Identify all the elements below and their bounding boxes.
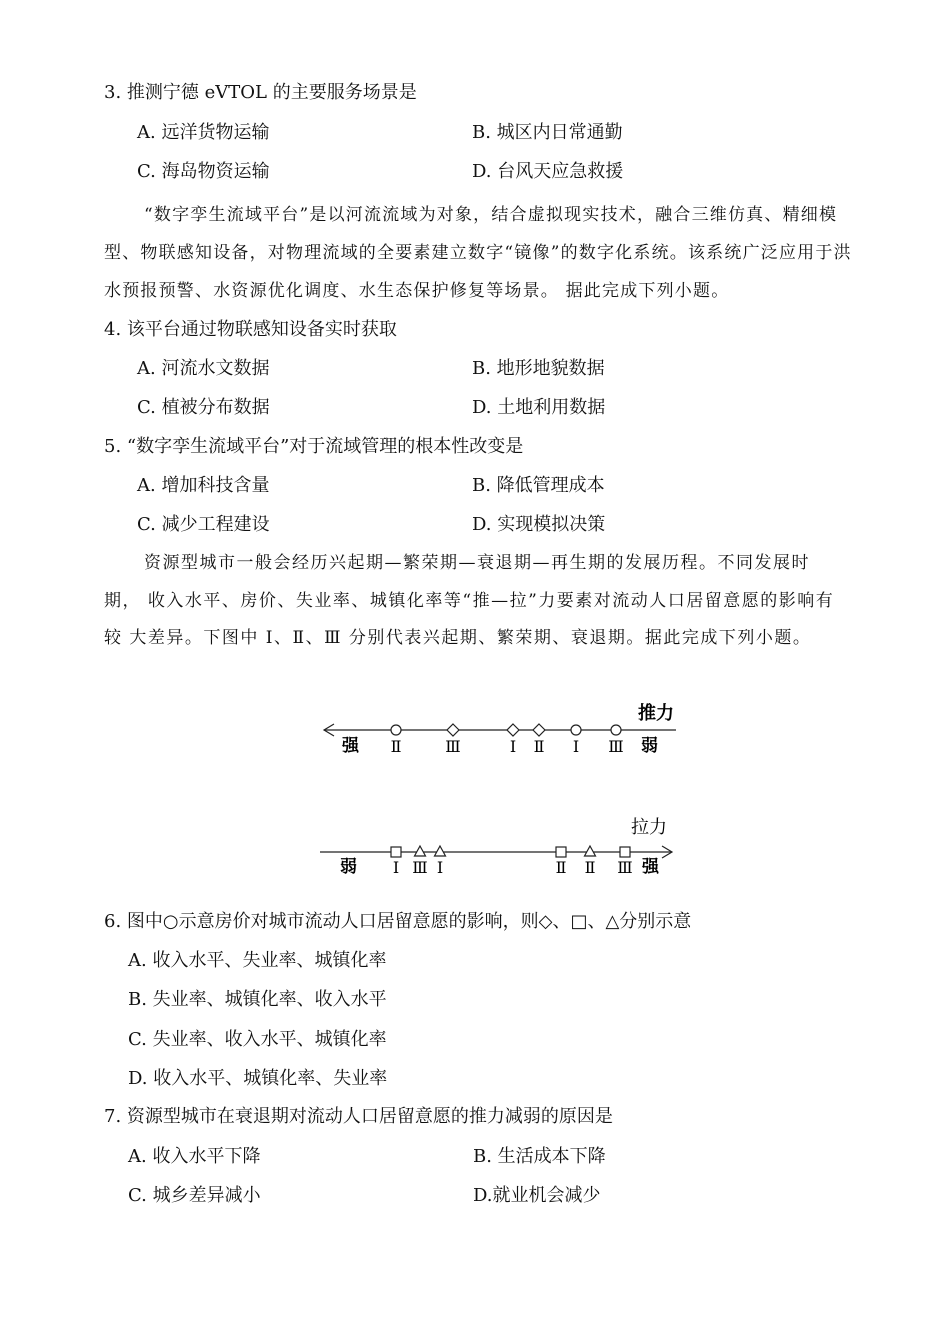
question-5-option-b[interactable]: B. 降低管理成本 [472, 475, 605, 496]
pull-markers [391, 846, 633, 877]
question-7-option-d[interactable]: D.就业机会减少 [473, 1185, 601, 1206]
push-marker-label-6: Ⅲ [608, 737, 624, 756]
push-marker-diamond-3 [507, 724, 519, 736]
question-3-option-d[interactable]: D. 台风天应急救援 [472, 161, 624, 182]
question-4-option-c[interactable]: C. 植被分布数据 [137, 397, 270, 418]
push-marker-label-1: Ⅱ [390, 737, 402, 756]
pull-marker-label-5: Ⅱ [584, 858, 596, 877]
push-marker-label-5: Ⅰ [572, 737, 580, 756]
question-7-option-a[interactable]: A. 收入水平下降 [128, 1146, 261, 1167]
push-marker-label-3: Ⅰ [509, 737, 517, 756]
pull-marker-label-1: Ⅰ [392, 858, 400, 877]
question-4-stem: 4. 该平台通过物联感知设备实时获取 [104, 319, 397, 340]
pull-marker-square-6 [620, 847, 630, 857]
push-axis-group [324, 702, 676, 756]
question-6-option-b[interactable]: B. 失业率、城镇化率、收入水平 [128, 989, 387, 1010]
question-7-stem: 7. 资源型城市在衰退期对流动人口居留意愿的推力减弱的原因是 [104, 1106, 613, 1127]
pull-right-label: 强 [642, 857, 659, 877]
pull-left-label: 弱 [340, 857, 357, 877]
question-6-option-d[interactable]: D. 收入水平、城镇化率、失业率 [128, 1068, 388, 1089]
push-markers [391, 724, 624, 756]
pull-title: 拉力 [631, 817, 667, 838]
question-3-option-a[interactable]: A. 远洋货物运输 [137, 122, 270, 143]
push-left-label: 强 [342, 736, 359, 756]
push-pull-figure [300, 695, 700, 885]
pull-marker-triangle-5 [585, 846, 596, 856]
passage-resource-city: 资源型城市一般会经历兴起期—繁荣期—衰退期—再生期的发展历程。不同发展时期， 收入水平、房价、失业率、城镇化率等“推—拉”力要素对流动人口居留意愿的影响有较 大差异。下图中 Ⅰ、Ⅱ、Ⅲ 分别代表兴起期、繁荣期、衰退期。据此完成下列小题。 [104, 553, 835, 648]
question-3-option-c[interactable]: C. 海岛物资运输 [137, 161, 270, 182]
passage-digital-twin: “数字孪生流域平台”是以河流流域为对象，结合虚拟现实技术，融合三维仿真、精细模型、物联感知设备，对物理流域的全要素建立数字“镜像”的数字化系统。该系统广泛应用于洪水预报预警、水资源优化调度、水生态保护修复等场景。 据此完成下列小题。 [104, 205, 852, 301]
pull-marker-label-6: Ⅲ [617, 858, 633, 877]
question-6-option-a[interactable]: A. 收入水平、失业率、城镇化率 [128, 950, 387, 971]
pull-marker-square-1 [391, 847, 401, 857]
question-6-stem: 6. 图中○示意房价对城市流动人口居留意愿的影响，则◇、□、△分别示意 [104, 911, 692, 932]
pull-marker-triangle-2 [415, 846, 426, 856]
question-5-option-a[interactable]: A. 增加科技含量 [137, 475, 270, 496]
question-5-option-c[interactable]: C. 减少工程建设 [137, 514, 270, 535]
push-marker-label-4: Ⅱ [533, 737, 545, 756]
question-4-option-a[interactable]: A. 河流水文数据 [137, 358, 270, 379]
question-6-option-c[interactable]: C. 失业率、收入水平、城镇化率 [128, 1029, 387, 1050]
push-marker-circle-6 [611, 725, 621, 735]
pull-marker-label-2: Ⅲ [412, 858, 428, 877]
push-marker-circle-5 [571, 725, 581, 735]
push-marker-circle-1 [391, 725, 401, 735]
question-7-option-b[interactable]: B. 生活成本下降 [473, 1146, 606, 1167]
question-4-option-d[interactable]: D. 土地利用数据 [472, 397, 606, 418]
push-marker-label-2: Ⅲ [445, 737, 461, 756]
pull-marker-square-4 [556, 847, 566, 857]
question-4-option-b[interactable]: B. 地形地貌数据 [472, 358, 605, 379]
pull-axis-group [320, 817, 672, 877]
question-3-option-b[interactable]: B. 城区内日常通勤 [472, 122, 623, 143]
push-marker-diamond-4 [533, 724, 545, 736]
pull-marker-label-4: Ⅱ [555, 858, 567, 877]
question-5-option-d[interactable]: D. 实现模拟决策 [472, 514, 606, 535]
pull-marker-label-3: Ⅰ [436, 858, 444, 877]
question-3-stem: 3. 推测宁德 eVTOL 的主要服务场景是 [104, 82, 417, 103]
push-right-label: 弱 [641, 736, 658, 756]
question-7-option-c[interactable]: C. 城乡差异减小 [128, 1185, 261, 1206]
pull-marker-triangle-3 [435, 846, 446, 856]
push-title: 推力 [638, 703, 674, 724]
push-marker-diamond-2 [447, 724, 459, 736]
question-5-stem: 5. “数字孪生流域平台”对于流域管理的根本性改变是 [104, 436, 524, 457]
